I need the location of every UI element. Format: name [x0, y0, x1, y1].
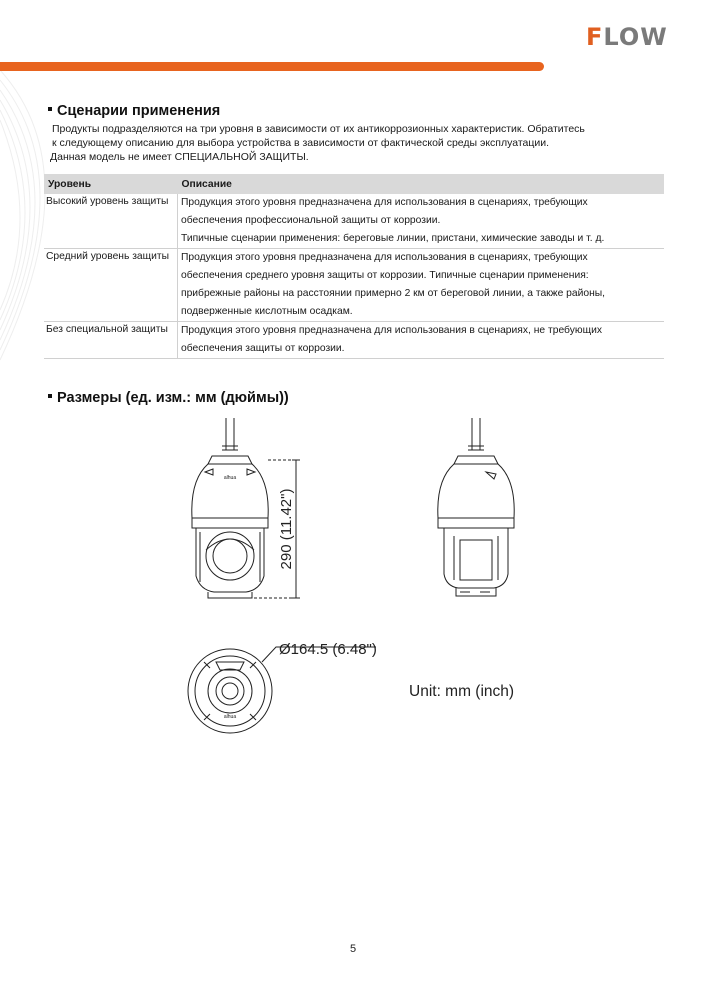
header-level: Уровень: [44, 174, 178, 194]
description-line: обеспечения среднего уровня защиты от коррозии. Типичные сценарии применения:: [181, 270, 589, 281]
level-cell: Средний уровень защиты: [44, 249, 178, 322]
description-line: Продукция этого уровня предназначена для использования в сценариях, требующих: [181, 197, 588, 208]
bullet-icon: [48, 394, 52, 398]
description-line: Продукция этого уровня предназначена для использования в сценариях, требующих: [181, 252, 588, 263]
section-title-scenarios: [48, 103, 220, 119]
brand-mark-bottom: alhua: [223, 714, 237, 720]
table-row: [44, 194, 664, 249]
unit-label: Unit: mm (inch): [409, 683, 515, 700]
description-line: обеспечения защиты от коррозии.: [181, 343, 345, 354]
level-cell: Высокий уровень защиты: [44, 194, 178, 249]
description-line: Продукция этого уровня предназначена для использования в сценариях, не требующих: [181, 325, 602, 336]
description-cell: [178, 194, 665, 249]
table-row: [44, 249, 664, 322]
description-line: Типичные сценарии применения: береговые линии, пристани, химические заводы и т. д.: [181, 233, 605, 244]
bullet-icon: [48, 107, 52, 111]
level-cell: Без специальной защиты: [44, 322, 178, 359]
description-line: прибрежные районы на расстоянии примерно 2 км от береговой линии, а также районы,: [181, 288, 606, 299]
camera-side-view: [438, 418, 514, 596]
brand-mark-front: alhua: [223, 475, 237, 481]
intro-line: к следующему описанию для выбора устройства в зависимости от фактической среды эксплуатации.: [52, 137, 550, 149]
header-description: Описание: [178, 174, 665, 194]
intro-paragraph: [52, 122, 652, 164]
flow-logo: [586, 24, 668, 50]
header-orange-bar: [0, 62, 544, 71]
logo-letter-f: F: [586, 23, 604, 51]
dimensions-drawing: [0, 410, 706, 740]
section-title-text: Размеры (ед. изм.: мм (дюймы)): [57, 390, 289, 406]
intro-line: Продукты подразделяются на три уровня в зависимости от их антикоррозионных характеристик. Обратитесь: [52, 123, 585, 135]
logo-letters: LOW: [603, 23, 668, 51]
section-title-dimensions: [48, 390, 289, 406]
camera-bottom-view: [188, 647, 376, 733]
diameter-dimension-label: Ø164.5 (6.48"): [279, 641, 377, 658]
page-number: 5: [349, 943, 357, 955]
table-row: [44, 322, 664, 359]
description-line: обеспечения профессиональной защиты от коррозии.: [181, 215, 441, 226]
description-cell: [178, 322, 665, 359]
description-cell: [178, 249, 665, 322]
table-header-row: [44, 174, 664, 194]
section-title-text: Сценарии применения: [57, 103, 221, 119]
intro-line: Данная модель не имеет СПЕЦИАЛЬНОЙ ЗАЩИТЫ.: [50, 151, 309, 163]
description-line: подверженные кислотным осадкам.: [181, 306, 353, 317]
protection-levels-table: [44, 174, 664, 359]
height-dimension-label: 290 (11.42"): [278, 488, 295, 570]
